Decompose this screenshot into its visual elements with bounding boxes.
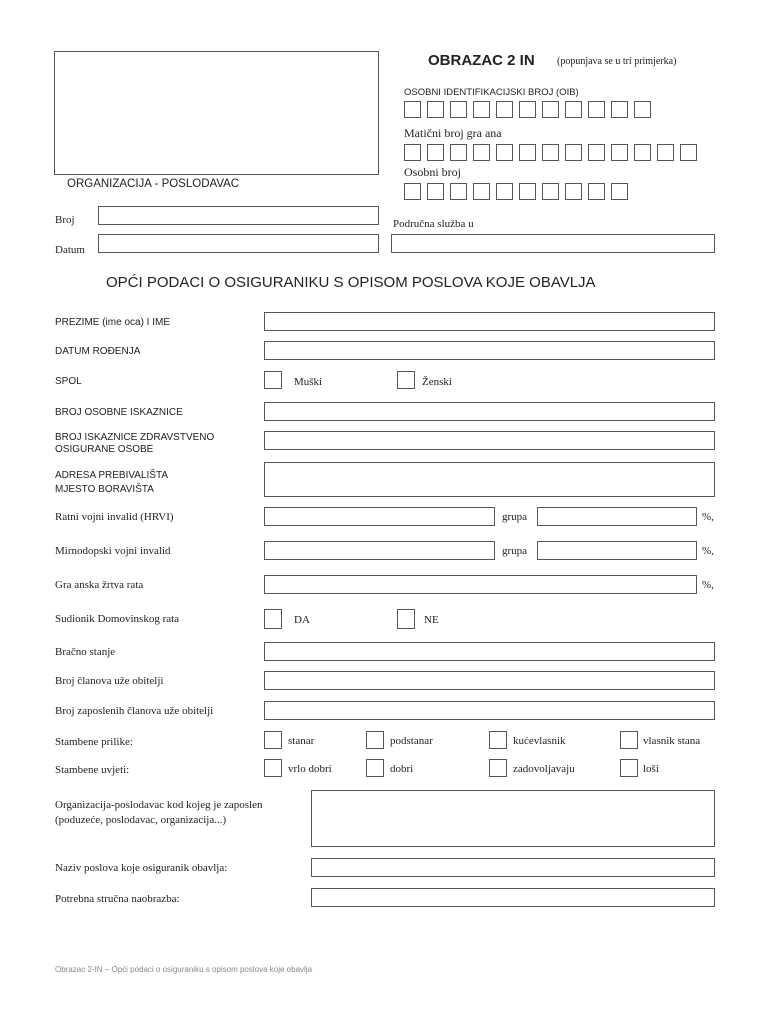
- oib-cell[interactable]: [565, 101, 582, 118]
- prezime-input[interactable]: [264, 312, 715, 331]
- muski-label: Muški: [294, 376, 323, 388]
- maticni-cell[interactable]: [450, 144, 467, 161]
- zenski-label: Ženski: [422, 376, 452, 388]
- vrlo-dobri-label: vrlo dobri: [288, 763, 332, 775]
- ne-checkbox[interactable]: [397, 609, 415, 629]
- vlasnik-stana-checkbox[interactable]: [620, 731, 638, 749]
- mirnodopski-input[interactable]: [264, 541, 495, 560]
- osobni-cell[interactable]: [611, 183, 628, 200]
- adresa-input[interactable]: [264, 462, 715, 497]
- organization-label: ORGANIZACIJA - POSLODAVAC: [67, 178, 240, 190]
- org-zaposlen-label-1: Organizacija-poslodavac kod kojeg je zaposlen: [55, 799, 263, 811]
- osobni-cell[interactable]: [542, 183, 559, 200]
- losi-checkbox[interactable]: [620, 759, 638, 777]
- maticni-cell[interactable]: [404, 144, 421, 161]
- oib-cell[interactable]: [473, 101, 490, 118]
- maticni-cell[interactable]: [680, 144, 697, 161]
- civilna-label: Gra anska žrtva rata: [55, 579, 144, 591]
- datum-rodjenja-label: DATUM ROĐENJA: [55, 346, 141, 357]
- oib-cell[interactable]: [496, 101, 513, 118]
- oib-cell[interactable]: [404, 101, 421, 118]
- stanar-checkbox[interactable]: [264, 731, 282, 749]
- da-checkbox[interactable]: [264, 609, 282, 629]
- oib-cell[interactable]: [519, 101, 536, 118]
- naziv-posla-input[interactable]: [311, 858, 715, 877]
- form-note: (popunjava se u tri primjerka): [557, 56, 677, 67]
- bracno-label: Bračno stanje: [55, 646, 116, 658]
- kucevlasnik-label: kućevlasnik: [513, 735, 566, 747]
- maticni-cells[interactable]: [404, 144, 703, 161]
- oib-cell[interactable]: [634, 101, 651, 118]
- podstanar-checkbox[interactable]: [366, 731, 384, 749]
- vlasnik-stana-label: vlasnik stana: [643, 735, 701, 747]
- footer-note: Obrazac 2-IN – Opći podaci o osiguraniku s opisom poslova koje obavlja: [55, 965, 313, 974]
- naobrazba-input[interactable]: [311, 888, 715, 907]
- osobni-cell[interactable]: [404, 183, 421, 200]
- spol-label: SPOL: [55, 376, 82, 387]
- maticni-cell[interactable]: [473, 144, 490, 161]
- organization-stamp-box[interactable]: [54, 51, 379, 175]
- stanar-label: stanar: [288, 735, 315, 747]
- osobni-label: Osobni broj: [404, 165, 461, 179]
- osobni-cell[interactable]: [588, 183, 605, 200]
- datum-rodjenja-input[interactable]: [264, 341, 715, 360]
- civilna-input[interactable]: [264, 575, 697, 594]
- maticni-cell[interactable]: [496, 144, 513, 161]
- zenski-checkbox[interactable]: [397, 371, 415, 389]
- prilike-label: Stambene prilike:: [55, 736, 133, 748]
- ratni-label: Ratni vojni invalid (HRVI): [55, 511, 174, 523]
- ratni-grupa-label: grupa: [502, 511, 528, 523]
- adresa-label-1: ADRESA PREBIVALIŠTA: [55, 470, 169, 481]
- sluzba-label: Područna služba u: [393, 218, 474, 230]
- mirnodopski-percent: %,: [702, 545, 714, 557]
- osobna-label: BROJ OSOBNE ISKAZNICE: [55, 407, 183, 418]
- datum-input[interactable]: [98, 234, 379, 253]
- maticni-cell[interactable]: [427, 144, 444, 161]
- mirnodopski-label: Mirnodopski vojni invalid: [55, 545, 171, 557]
- uvjeti-label: Stambene uvjeti:: [55, 764, 130, 776]
- maticni-cell[interactable]: [657, 144, 674, 161]
- osobna-input[interactable]: [264, 402, 715, 421]
- oib-cells[interactable]: [404, 101, 657, 118]
- podstanar-label: podstanar: [390, 735, 433, 747]
- broj-label: Broj: [55, 214, 75, 226]
- dobri-checkbox[interactable]: [366, 759, 384, 777]
- oib-cell[interactable]: [427, 101, 444, 118]
- zaposlenih-input[interactable]: [264, 701, 715, 720]
- maticni-cell[interactable]: [588, 144, 605, 161]
- oib-label: OSOBNI IDENTIFIKACIJSKI BROJ (OIB): [404, 87, 579, 98]
- ne-label: NE: [424, 614, 439, 626]
- oib-cell[interactable]: [542, 101, 559, 118]
- sudionik-label: Sudionik Domovinskog rata: [55, 613, 180, 625]
- dobri-label: dobri: [390, 763, 414, 775]
- page-title: OPĆI PODACI O OSIGURANIKU S OPISOM POSLOVA KOJE OBAVLJA: [106, 274, 596, 291]
- osobni-cell[interactable]: [427, 183, 444, 200]
- maticni-label: Matični broj gra ana: [404, 126, 502, 140]
- adresa-label-2: MJESTO BORAVIŠTA: [55, 484, 154, 495]
- muski-checkbox[interactable]: [264, 371, 282, 389]
- zdravstvena-input[interactable]: [264, 431, 715, 450]
- zadovoljavaju-checkbox[interactable]: [489, 759, 507, 777]
- osobni-cell[interactable]: [519, 183, 536, 200]
- ratni-input[interactable]: [264, 507, 495, 526]
- civilna-percent: %,: [702, 579, 714, 591]
- losi-label: loši: [643, 763, 659, 775]
- osobni-cell[interactable]: [473, 183, 490, 200]
- bracno-input[interactable]: [264, 642, 715, 661]
- zdravstvena-label-2: OSIGURANE OSOBE: [55, 444, 154, 455]
- maticni-cell[interactable]: [611, 144, 628, 161]
- oib-cell[interactable]: [450, 101, 467, 118]
- da-label: DA: [294, 614, 310, 626]
- prezime-label: PREZIME (ime oca) I IME: [55, 317, 171, 328]
- vrlo-dobri-checkbox[interactable]: [264, 759, 282, 777]
- zadovoljavaju-label: zadovoljavaju: [513, 763, 575, 775]
- mirnodopski-grupa-input[interactable]: [537, 541, 697, 560]
- ratni-percent: %,: [702, 511, 714, 523]
- zaposlenih-label: Broj zaposlenih članova uže obitelji: [55, 705, 214, 717]
- form-code: OBRAZAC 2 IN: [428, 52, 535, 69]
- osobni-cell[interactable]: [450, 183, 467, 200]
- clanova-label: Broj članova uže obitelji: [55, 675, 164, 687]
- maticni-cell[interactable]: [542, 144, 559, 161]
- naziv-posla-label: Naziv poslova koje osiguranik obavlja:: [55, 862, 228, 874]
- maticni-cell[interactable]: [565, 144, 582, 161]
- datum-label: Datum: [55, 244, 85, 256]
- ratni-grupa-input[interactable]: [537, 507, 697, 526]
- clanova-input[interactable]: [264, 671, 715, 690]
- oib-cell[interactable]: [611, 101, 628, 118]
- org-zaposlen-label-2: (poduzeće, poslodavac, organizacija...): [55, 814, 227, 826]
- zdravstvena-label-1: BROJ ISKAZNICE ZDRAVSTVENO: [55, 432, 215, 443]
- osobni-cells[interactable]: [404, 183, 634, 200]
- sluzba-input[interactable]: [391, 234, 715, 253]
- osobni-cell[interactable]: [496, 183, 513, 200]
- maticni-cell[interactable]: [634, 144, 651, 161]
- mirnodopski-grupa-label: grupa: [502, 545, 528, 557]
- org-zaposlen-input[interactable]: [311, 790, 715, 847]
- naobrazba-label: Potrebna stručna naobrazba:: [55, 893, 180, 905]
- osobni-cell[interactable]: [565, 183, 582, 200]
- kucevlasnik-checkbox[interactable]: [489, 731, 507, 749]
- oib-cell[interactable]: [588, 101, 605, 118]
- maticni-cell[interactable]: [519, 144, 536, 161]
- broj-input[interactable]: [98, 206, 379, 225]
